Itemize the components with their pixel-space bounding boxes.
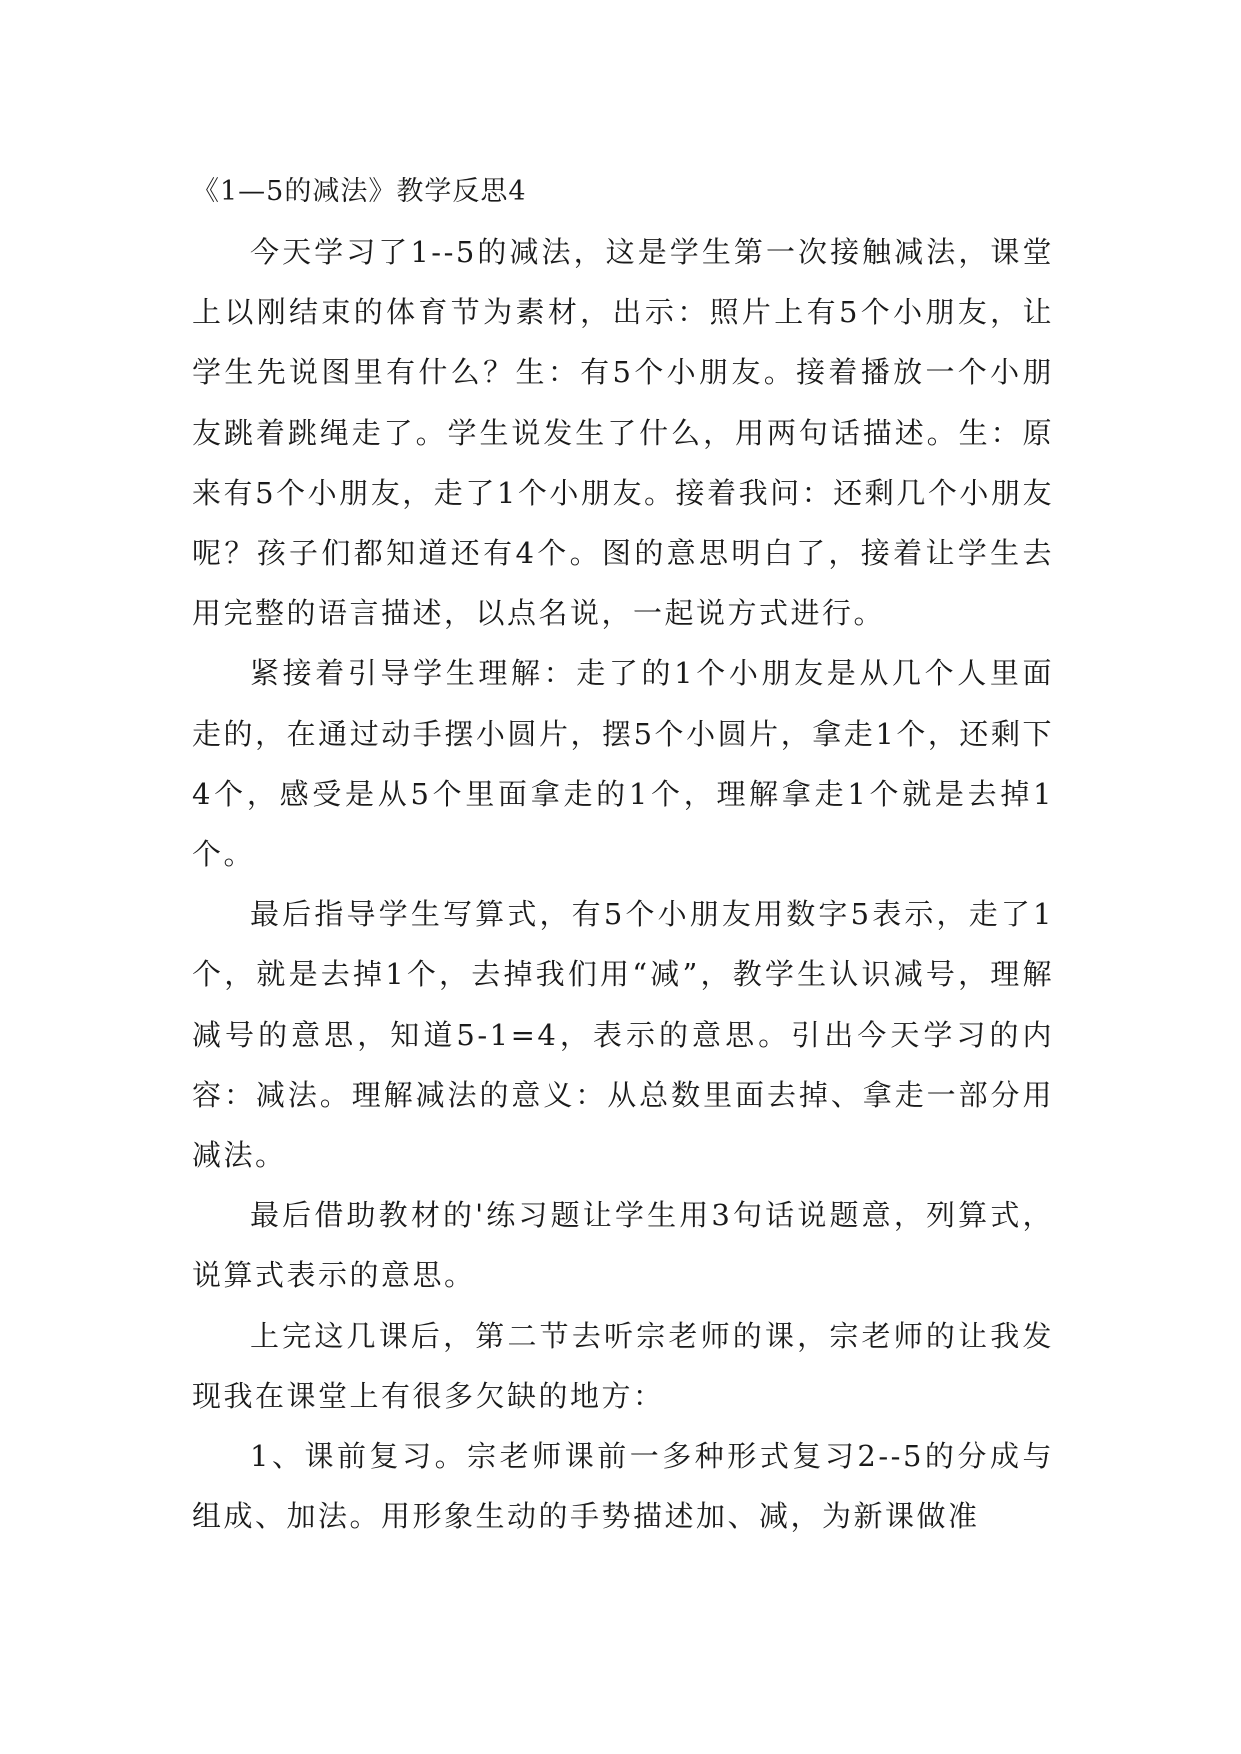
paragraph-observation: 上完这几课后，第二节去听宗老师的课，宗老师的让我发现我在课堂上有很多欠缺的地方： [192, 1318, 1054, 1413]
paragraph-intro-lesson: 今天学习了1--5的减法，这是学生第一次接触减法，课堂上以刚结束的体育节为素材，出示：照片上有5个小朋友，让学生先说图里有什么？生：有5个小朋友。接着播放一个小朋友跳着跳绳走了。学生说发生了什么，用两句话描述。生：原来有5个小朋友，走了1个小朋友。接着我问：还剩几个小朋友呢？孩子们都知道还有4个。图的意思明白了，接着让学生去用完整的语言描述，以点名说，一起说方式进行。 [192, 235, 1054, 631]
document-body [192, 162, 1054, 1546]
paragraph-exercises: 最后借助教材的'练习题让学生用3句话说题意，列算式，说算式表示的意思。 [192, 1198, 1054, 1293]
paragraph-review-point-1: 1、课前复习。宗老师课前一多种形式复习2--5的分成与组成、加法。用形象生动的手势描述加、减，为新课做准 [192, 1439, 1054, 1534]
document-title: 《1—5的减法》教学反思4 [192, 176, 527, 207]
paragraph-writing-formula: 最后指导学生写算式，有5个小朋友用数字5表示，走了1个，就是去掉1个，去掉我们用“减”，教学生认识减号，理解减号的意思，知道5-1=4，表示的意思。引出今天学习的内容：减法。理解减法的意义：从总数里面去掉、拿走一部分用减法。 [192, 897, 1054, 1173]
paragraph-understanding: 紧接着引导学生理解：走了的1个小朋友是从几个人里面走的，在通过动手摆小圆片，摆5个小圆片，拿走1个，还剩下4个，感受是从5个里面拿走的1个，理解拿走1个就是去掉1个。 [192, 656, 1054, 872]
